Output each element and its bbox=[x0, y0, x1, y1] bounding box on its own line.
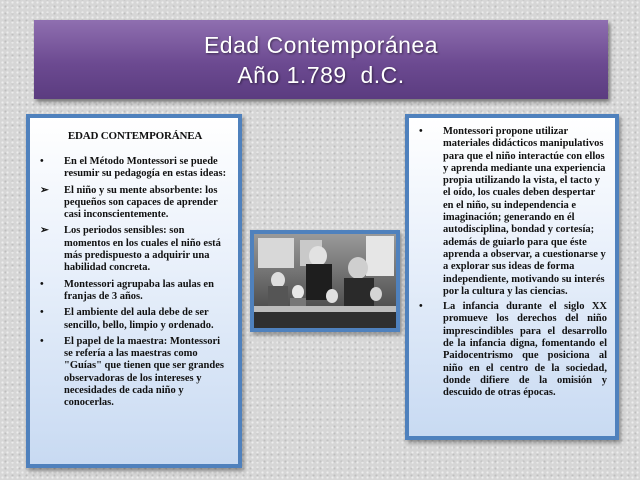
panel-heading: EDAD CONTEMPORÁNEA bbox=[67, 130, 203, 142]
list-item bbox=[419, 126, 607, 298]
list-item-text: El niño y su mente absorbente: los pequeños son capaces de aprender casi inconscientemente. bbox=[64, 184, 218, 221]
list-item bbox=[40, 307, 230, 332]
classroom-photo bbox=[250, 230, 400, 332]
list-item-text: Montessori propone utilizar materiales didácticos manipulativos para que el niño interactúe con ellos y aprenda mediante una experiencia propia utilizando la vista, el tacto y el oído, los cuales deben despertar en el niño, su independencia e imaginación; generando en él autodisciplina, bondad y cortesía; además de guiarlo para que éste aprenda a observar, a cuestionarse y a explorar sus ideas de forma independiente, motivando su interés por la cultura y las ciencias. bbox=[443, 126, 606, 297]
right-bullet-list bbox=[419, 126, 607, 400]
bullet-icon: • bbox=[40, 335, 44, 347]
bullet-icon: • bbox=[419, 126, 423, 137]
bullet-icon: • bbox=[419, 301, 423, 313]
title-line-2: Año 1.789 d.C. bbox=[237, 61, 405, 88]
list-item bbox=[419, 301, 607, 399]
bullet-icon: • bbox=[40, 307, 44, 319]
list-item-text: Montessori agrupaba las aulas en franjas de 3 años. bbox=[64, 278, 214, 302]
classroom-photo-icon bbox=[254, 234, 396, 328]
left-text-panel bbox=[26, 114, 242, 468]
list-item-text: El ambiente del aula debe de ser sencillo, bello, limpio y ordenado. bbox=[64, 307, 214, 331]
bullet-icon: • bbox=[40, 156, 44, 167]
list-item-text: La infancia durante el siglo XX promueve los derechos del niño imprescindibles para el desarrollo de la infancia digna, fomentando el Paidocentrismo que posiciona al niño en el centro de la sociedad, donde difiere de la omisión y descuido de otras épocas. bbox=[443, 301, 607, 399]
arrow-bullet-icon: ➢ bbox=[40, 225, 49, 237]
list-item bbox=[40, 279, 230, 304]
title-banner bbox=[34, 20, 608, 99]
list-item-text: En el Método Montessori se puede resumir su pedagogía en estas ideas: bbox=[64, 156, 227, 180]
list-item-text: Los periodos sensibles: son momentos en los cuales el niño está más predispuesto a adquirir una habilidad concreta. bbox=[64, 225, 221, 274]
arrow-bullet-icon: ➢ bbox=[40, 184, 49, 196]
bullet-icon: • bbox=[40, 278, 44, 290]
right-text-panel bbox=[405, 114, 619, 440]
list-item bbox=[40, 156, 230, 181]
list-item-text: El papel de la maestra: Montessori se refería a las maestras como "Guías" que tienen que ser grandes observadoras de los intereses y necesidades de cada niño y conocerlas. bbox=[64, 335, 224, 409]
title-line-1: Edad Contemporánea bbox=[203, 31, 439, 58]
list-item bbox=[40, 336, 230, 410]
left-bullet-list bbox=[40, 156, 230, 410]
list-item bbox=[40, 185, 230, 222]
list-item bbox=[40, 225, 230, 274]
